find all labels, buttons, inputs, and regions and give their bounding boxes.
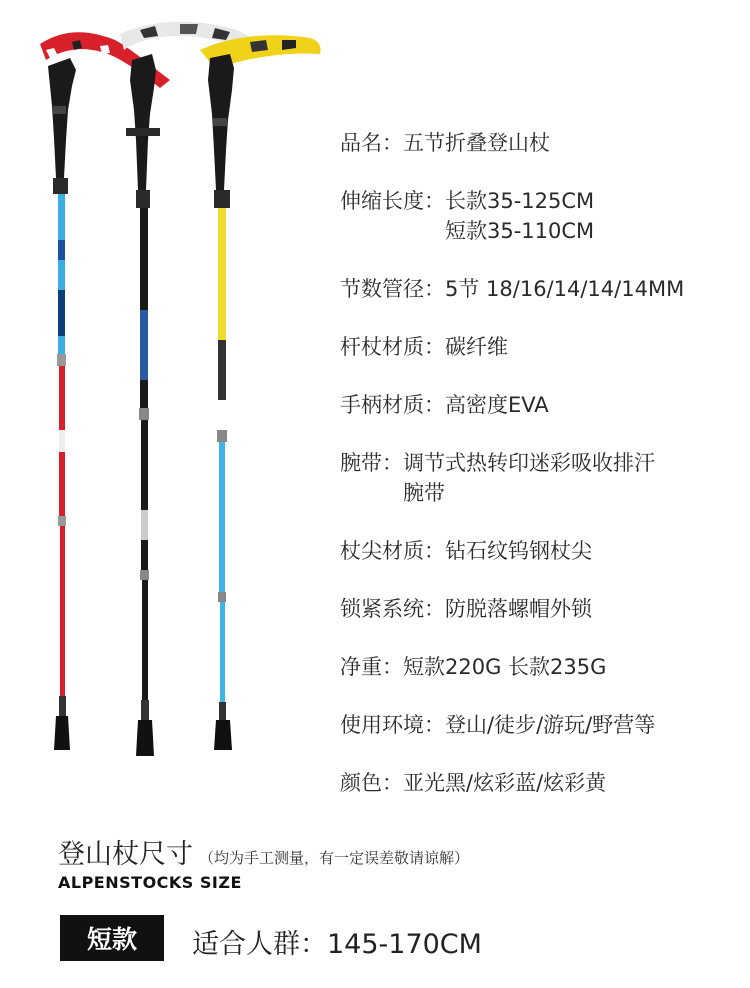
spec-value: 短款220G 长款235G	[403, 655, 607, 679]
spec-label: 节数管径：	[340, 277, 445, 301]
trekking-poles-image	[20, 10, 350, 770]
spec-value: 长款35-125CM	[445, 189, 595, 213]
spec-value: 高密度EVA	[445, 393, 549, 417]
spec-value: 五节折叠登山杖	[403, 131, 550, 155]
spec-value: 碳纤维	[445, 335, 508, 359]
spec-label: 手柄材质：	[340, 393, 445, 417]
spec-label: 净重：	[340, 655, 403, 679]
spec-label: 颜色：	[340, 771, 403, 795]
spec-list	[340, 128, 745, 798]
spec-row	[340, 274, 745, 304]
spec-label: 杖尖材质：	[340, 539, 445, 563]
spec-value: 短款35-110CM	[445, 219, 595, 243]
spec-label: 使用环境：	[340, 713, 445, 737]
spec-row	[340, 448, 745, 508]
spec-row	[340, 390, 745, 420]
spec-row	[340, 768, 745, 798]
spec-values	[403, 652, 606, 682]
pole-yellow-blue	[208, 54, 234, 750]
short-model-badge: 短款	[60, 915, 164, 961]
spec-value: 登山/徒步/游玩/野营等	[445, 713, 656, 737]
wrist-straps	[40, 22, 321, 88]
size-heading	[58, 832, 469, 871]
spec-label: 腕带：	[340, 451, 403, 475]
spec-label: 锁紧系统：	[340, 597, 445, 621]
spec-values	[403, 768, 606, 798]
spec-label: 品名：	[340, 131, 403, 155]
spec-value: 亚光黑/炫彩蓝/炫彩黄	[403, 771, 607, 795]
spec-value: 5节 18/16/14/14/14MM	[445, 277, 685, 301]
spec-values	[403, 128, 550, 158]
spec-row	[340, 536, 745, 566]
spec-value: 腕带	[403, 481, 445, 505]
spec-values	[445, 594, 592, 624]
spec-values	[445, 390, 549, 420]
spec-value: 钻石纹钨钢杖尖	[445, 539, 592, 563]
spec-values	[445, 274, 684, 304]
spec-values	[445, 536, 592, 566]
spec-values	[445, 332, 508, 362]
spec-row	[340, 652, 745, 682]
pole-blue-red	[48, 58, 76, 750]
size-note: （均为手工测量，有一定误差敬请谅解）	[199, 849, 470, 867]
pole-black	[126, 54, 160, 756]
spec-value: 防脱落螺帽外锁	[445, 597, 592, 621]
spec-row	[340, 594, 745, 624]
spec-row	[340, 332, 745, 362]
spec-row	[340, 710, 745, 740]
spec-value: 调节式热转印迷彩吸收排汗	[403, 451, 655, 475]
spec-values	[445, 186, 594, 246]
spec-values	[445, 710, 655, 740]
spec-label: 伸缩长度：	[340, 189, 445, 213]
size-subtitle: ALPENSTOCKS SIZE	[58, 873, 242, 892]
size-title: 登山杖尺寸	[58, 839, 193, 870]
spec-values	[403, 448, 655, 508]
spec-label: 杆杖材质：	[340, 335, 445, 359]
spec-row	[340, 186, 745, 246]
spec-row	[340, 128, 745, 158]
fit-range-text: 适合人群：145-170CM	[192, 929, 482, 960]
